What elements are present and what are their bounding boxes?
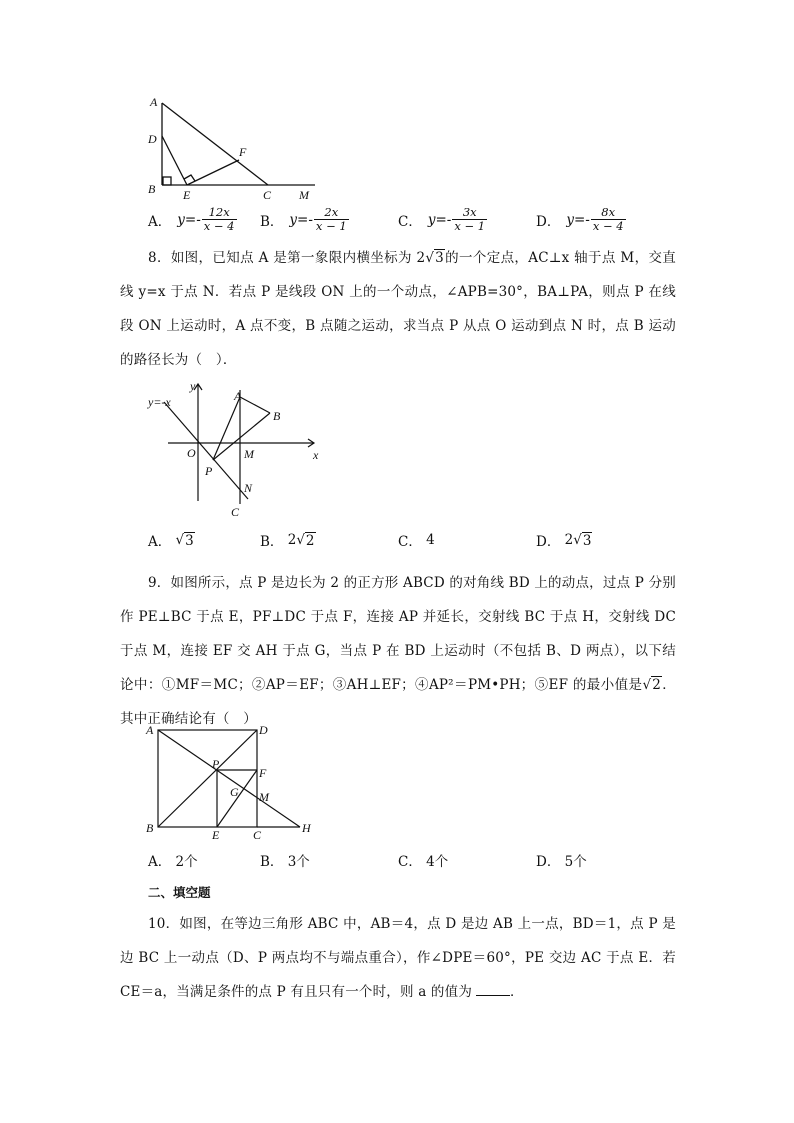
svg-text:P: P	[205, 464, 213, 478]
q8-option-a[interactable]: A． √ 3	[148, 532, 194, 550]
svg-text:C: C	[263, 188, 272, 202]
svg-text:B: B	[148, 182, 156, 196]
svg-text:G: G	[230, 785, 239, 799]
sqrt-icon: √	[642, 677, 652, 693]
svg-text:D: D	[148, 132, 157, 146]
q7-option-c[interactable]: C． y=- $\frac{3x}{x - 1}$	[398, 205, 486, 233]
sqrt-icon: √	[296, 532, 305, 548]
q8-option-d[interactable]: D． 2 √ 3	[536, 532, 592, 550]
svg-text:N: N	[244, 481, 253, 495]
svg-text:O: O	[187, 446, 196, 460]
q8-option-b[interactable]: B． 2 √ 2	[260, 532, 315, 550]
q8-option-c[interactable]: C． 4	[398, 532, 435, 550]
fraction: $\frac{12x}{x - 4}$	[203, 205, 235, 233]
svg-text:C: C	[253, 828, 262, 840]
svg-text:M: M	[299, 188, 309, 202]
q8-options	[148, 530, 668, 558]
fraction: $\frac{2x}{x - 1}$	[315, 205, 347, 233]
svg-text:y=-x: y=-x	[148, 395, 171, 409]
svg-text:M: M	[244, 447, 254, 461]
q9-option-b[interactable]: B． 3个	[260, 854, 310, 870]
q7-option-a[interactable]: A． y=- $\frac{12x}{x - 4}$	[148, 205, 235, 233]
q10-question-text: 10．如图，在等边三角形 ABC 中，AB＝4，点 D 是边 AB 上一点，BD＝1，点 P 是边 BC 上一动点（D、P 两点均不与端点重合），作∠DPE＝60°，PE 交边 AC 于点 E．若 CE＝a，当满足条件的点 P 有且只有一个时，则 a 的值为 ．	[120, 916, 676, 1000]
svg-text:F: F	[259, 766, 267, 780]
sqrt-icon: √	[573, 532, 582, 548]
q7-option-d[interactable]: D． y=- $\frac{8x}{x - 4}$	[536, 205, 624, 233]
section-heading: 二、填空题	[148, 885, 211, 900]
svg-text:x: x	[313, 448, 319, 462]
svg-text:F: F	[239, 145, 247, 159]
q7-figure	[140, 92, 330, 204]
svg-text:M: M	[259, 790, 269, 804]
svg-text:E: E	[183, 188, 191, 202]
svg-text:y: y	[190, 379, 196, 393]
fraction: $\frac{3x}{x - 1}$	[454, 205, 486, 233]
q7-options	[148, 206, 668, 234]
q9-figure	[142, 718, 322, 840]
svg-text:E: E	[212, 828, 220, 840]
svg-text:P: P	[212, 757, 220, 771]
svg-text:B: B	[146, 821, 154, 835]
svg-text:D: D	[259, 723, 268, 737]
answer-blank[interactable]	[476, 983, 510, 996]
q7-option-b[interactable]: B． y=- $\frac{2x}{x - 1}$	[260, 205, 347, 233]
sqrt-icon: √	[425, 250, 435, 266]
svg-text:A: A	[146, 723, 154, 737]
q8-question-text: 8．如图，已知点 A 是第一象限内横坐标为 2√3的一个定点，AC⊥x 轴于点 M，交直线 y=x 于点 N．若点 P 是线段 ON 上的一个动点，∠APB=30°，BA⊥PA，则点 P 在线段 ON 上运动时，A 点不变，B 点随之运动，求当点 P 从点 O 运动到点 N 时，点 B 运动的路径长为（ ）．	[120, 250, 677, 368]
svg-text:A: A	[234, 389, 242, 403]
svg-text:H: H	[302, 821, 311, 835]
q8-figure	[142, 376, 338, 522]
svg-text:C: C	[231, 505, 240, 519]
svg-text:B: B	[273, 409, 281, 423]
fraction: $\frac{8x}{x - 4}$	[592, 205, 624, 233]
q9-options	[148, 850, 668, 878]
q9-question-text: 9．如图所示，点 P 是边长为 2 的正方形 ABCD 的对角线 BD 上的动点，过点 P 分别作 PE⊥BC 于点 E，PF⊥DC 于点 F，连接 AP 并延长，交射线 BC 于点 H，交射线 DC 于点 M，连接 EF 交 AH 于点 G，当点 P 在 BD 上运动时（不包括 B、D 两点），以下结论中：①MF＝MC；②AP＝EF；③AH⊥EF；④AP²＝PM•PH；⑤EF 的最小值是√2．其中正确结论有（ ）	[120, 575, 677, 727]
q9-option-c[interactable]: C． 4个	[398, 854, 449, 870]
q9-option-d[interactable]: D． 5个	[536, 854, 587, 870]
q9-option-a[interactable]: A． 2个	[148, 854, 198, 870]
svg-text:A: A	[150, 95, 158, 109]
sqrt-icon: √	[175, 532, 185, 548]
